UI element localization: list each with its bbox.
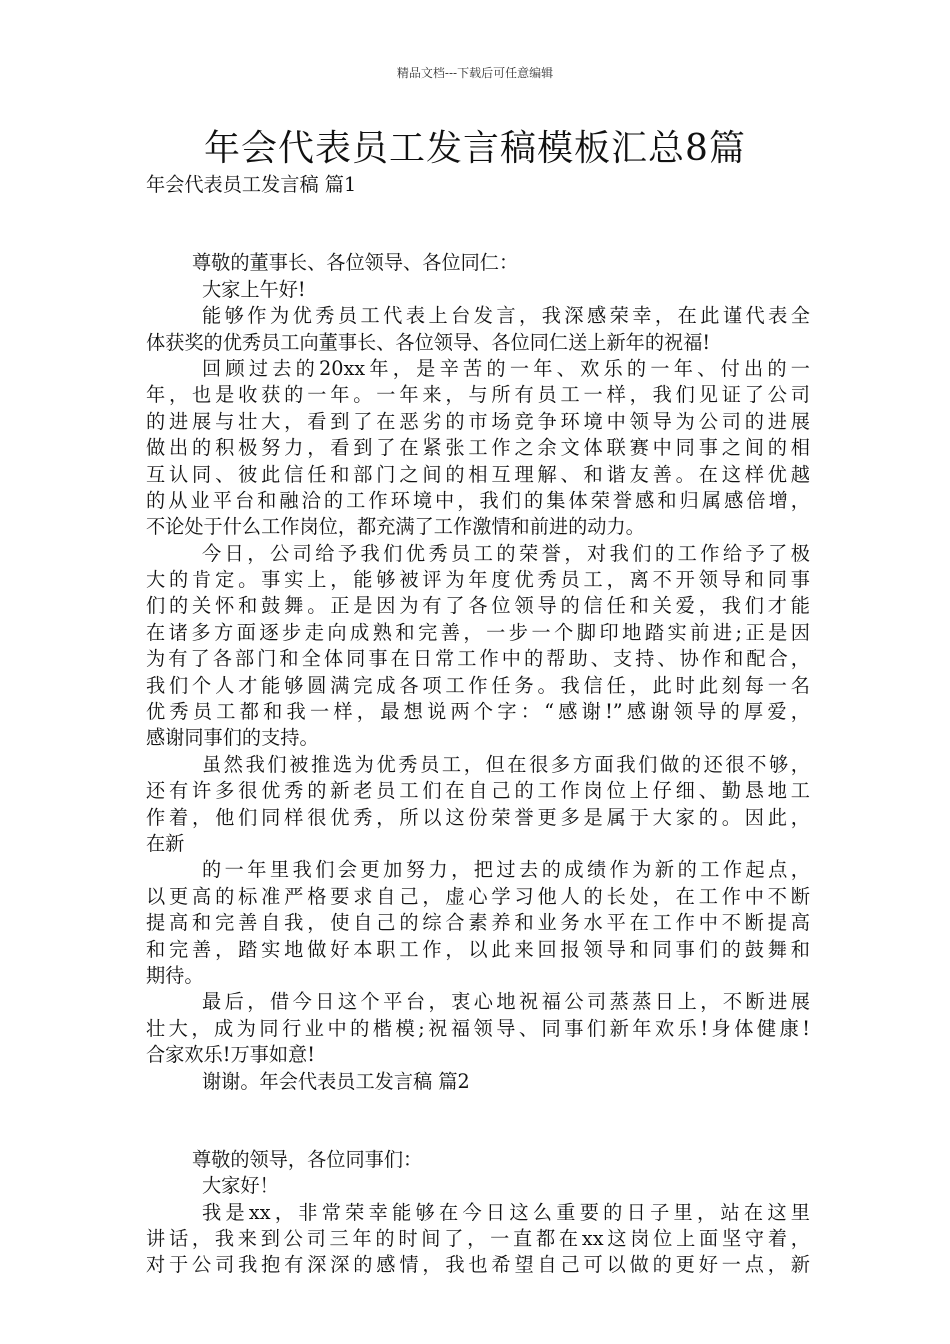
text-line: 合家欢乐!万事如意! [146, 1043, 315, 1067]
text-line: 我们个人才能够圆满完成各项工作任务。我信任，此时此刻每一名 [146, 673, 810, 697]
text-line: 们的关怀和鼓舞。正是因为有了各位领导的信任和关爱，我们才能 [146, 594, 810, 618]
text-line: 以更高的标准严格要求自己，虚心学习他人的长处，在工作中不断 [146, 884, 810, 908]
text-line: 大的肯定。事实上，能够被评为年度优秀员工，离不开领导和同事 [146, 568, 810, 592]
text-line: 做出的积极努力，看到了在紧张工作之余文体联赛中同事之间的相 [146, 436, 810, 460]
text-line: 的从业平台和融洽的工作环境中，我们的集体荣誉感和归属感倍增， [146, 488, 810, 512]
text-line: 对于公司我抱有深深的感情，我也希望自己可以做的更好一点，新 [146, 1253, 810, 1277]
text-line: 还有许多很优秀的新老员工们在自己的工作岗位上仔细、勤恳地工 [146, 779, 810, 803]
text-line: 今日，公司给予我们优秀员工的荣誉，对我们的工作给予了极 [202, 541, 810, 565]
page-header: 精品文档---下载后可任意编辑 [396, 66, 554, 80]
text-line: 讲话，我来到公司三年的时间了，一直都在xx这岗位上面坚守着， [146, 1227, 810, 1251]
document-body [146, 172, 810, 1279]
text-line: 在新 [146, 831, 185, 855]
text-line: 优秀员工都和我一样，最想说两个字：“感谢!”感谢领导的厚爱， [146, 700, 810, 724]
text-line: 虽然我们被推选为优秀员工，但在很多方面我们做的还很不够， [202, 752, 810, 776]
text-line: 作着，他们同样很优秀，所以这份荣誉更多是属于大家的。因此， [146, 805, 810, 829]
text-line: 不论处于什么工作岗位，都充满了工作激情和前进的动力。 [146, 515, 645, 539]
section-gap [146, 1095, 810, 1147]
text-line: 大家上午好! [202, 277, 306, 301]
text-line: 尊敬的董事长、各位领导、各位同仁： [192, 251, 519, 275]
text-line: 为有了各部门和全体同事在日常工作中的帮助、支持、协作和配合， [146, 647, 810, 671]
text-line: 和完善，踏实地做好本职工作，以此来回报领导和同事们的鼓舞和 [146, 937, 810, 961]
text-line: 尊敬的领导，各位同事们： [192, 1147, 423, 1171]
text-line: 年会代表员工发言稿 篇1 [146, 173, 357, 196]
text-line: 的进展与壮大，看到了在恶劣的市场竞争环境中领导为公司的进展 [146, 409, 810, 433]
text-line: 期待。 [146, 963, 204, 987]
text-line: 回顾过去的20xx年，是辛苦的一年、欢乐的一年、付出的一 [202, 356, 810, 380]
text-line: 感谢同事们的支持。 [146, 726, 319, 750]
text-line: 我是xx，非常荣幸能够在今日这么重要的日子里，站在这里 [202, 1200, 810, 1224]
text-line: 提高和完善自我，使自己的综合素养和业务水平在工作中不断提高 [146, 911, 810, 935]
text-line: 的一年里我们会更加努力，把过去的成绩作为新的工作起点， [202, 858, 810, 882]
text-line: 最后，借今日这个平台，衷心地祝福公司蒸蒸日上，不断进展 [202, 990, 810, 1014]
text-line: 在诸多方面逐步走向成熟和完善，一步一个脚印地踏实前进;正是因 [146, 620, 810, 644]
text-line: 年，也是收获的一年。一年来，与所有员工一样，我们见证了公司 [146, 383, 810, 407]
text-line: 能够作为优秀员工代表上台发言，我深感荣幸，在此谨代表全 [202, 304, 810, 328]
text-line: 谢谢。年会代表员工发言稿 篇2 [202, 1069, 470, 1093]
text-line: 互认同、彼此信任和部门之间的相互理解、和谐友善。在这样优越 [146, 462, 810, 486]
text-line: 体获奖的优秀员工向董事长、各位领导、各位同仁送上新年的祝福! [146, 330, 711, 354]
text-line: 壮大，成为同行业中的楷模;祝福领导、同事们新年欢乐!身体健康! [146, 1016, 810, 1040]
document-title: 年会代表员工发言稿模板汇总8篇 [204, 128, 746, 169]
section-gap [146, 198, 810, 250]
text-line: 大家好！ [202, 1174, 279, 1198]
